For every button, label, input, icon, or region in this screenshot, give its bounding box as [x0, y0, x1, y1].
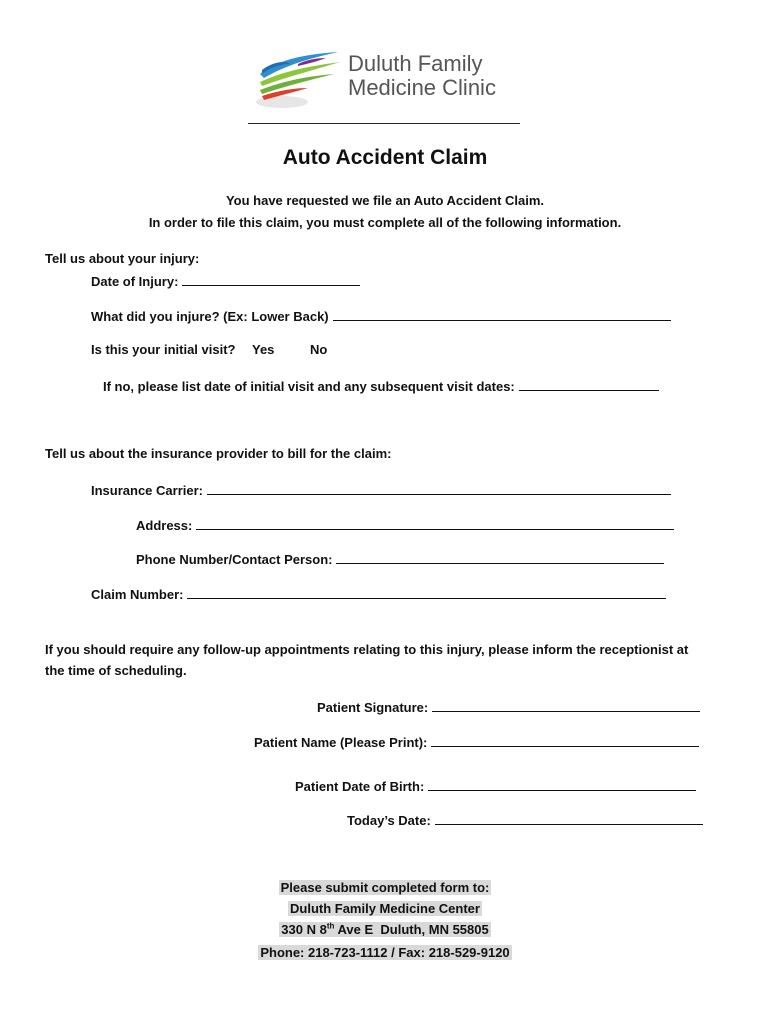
patient-dob-label: Patient Date of Birth:: [295, 779, 425, 794]
intro-line-2: In order to file this claim, you must complete all of the following information.: [148, 215, 622, 230]
claim-number-row: [91, 585, 666, 602]
date-of-injury-field[interactable]: [182, 272, 360, 286]
injury-heading: Tell us about your injury:: [45, 251, 200, 266]
todays-date-label: Today’s Date:: [347, 813, 431, 828]
phone-contact-field[interactable]: [336, 550, 664, 564]
injury-part-label: What did you injure? (Ex: Lower Back): [91, 309, 329, 324]
patient-signature-label: Patient Signature:: [317, 700, 429, 715]
address-row: [136, 516, 674, 533]
patient-name-label: Patient Name (Please Print):: [254, 735, 428, 750]
patient-signature-field[interactable]: [432, 698, 700, 712]
address-label: Address:: [136, 518, 193, 533]
followup-line-2: the time of scheduling.: [45, 663, 187, 678]
clinic-name-line2: Medicine Clinic: [348, 75, 496, 100]
initial-visit-no[interactable]: No: [310, 342, 328, 357]
date-of-injury-row: [91, 272, 360, 289]
injury-part-field[interactable]: [333, 307, 671, 321]
patient-name-field[interactable]: [431, 733, 699, 747]
visit-dates-row: [103, 377, 659, 394]
followup-line-1: If you should require any follow-up appointments relating to this injury, please inform the receptionist at: [45, 642, 689, 657]
patient-name-row: [254, 733, 699, 750]
patient-dob-field[interactable]: [428, 777, 696, 791]
clinic-name-line1: Duluth Family: [348, 51, 483, 76]
carrier-label: Insurance Carrier:: [91, 483, 203, 498]
logo-divider: [248, 123, 520, 124]
submit-line-1: Please submit completed form to:: [280, 880, 490, 895]
initial-visit-yes[interactable]: Yes: [252, 342, 275, 357]
clinic-logo: [250, 44, 520, 114]
injury-part-row: [91, 307, 671, 324]
visit-dates-label: If no, please list date of initial visit and any subsequent visit dates:: [103, 379, 515, 394]
patient-dob-row: [295, 777, 696, 794]
submit-phone-fax: Phone: 218-723-1112 / Fax: 218-529-9120: [260, 945, 510, 960]
intro-line-1: You have requested we file an Auto Accident Claim.: [225, 193, 545, 208]
todays-date-field[interactable]: [435, 811, 703, 825]
carrier-field[interactable]: [207, 481, 671, 495]
phone-contact-row: [136, 550, 664, 567]
todays-date-row: [347, 811, 703, 828]
claim-number-label: Claim Number:: [91, 587, 184, 602]
phone-contact-label: Phone Number/Contact Person:: [136, 552, 333, 567]
address-field[interactable]: [196, 516, 674, 530]
initial-visit-label: Is this your initial visit?: [91, 342, 236, 357]
insurance-heading: Tell us about the insurance provider to bill for the claim:: [45, 446, 392, 461]
claim-number-field[interactable]: [187, 585, 666, 599]
visit-dates-field[interactable]: [519, 377, 659, 391]
carrier-row: [91, 481, 671, 498]
form-title: Auto Accident Claim: [282, 146, 488, 169]
clinic-logo-mark: [250, 44, 345, 114]
patient-signature-row: [317, 698, 700, 715]
date-of-injury-label: Date of Injury:: [91, 274, 179, 289]
submit-address: 330 N 8th Ave E Duluth, MN 55805: [281, 922, 489, 938]
submit-line-2: Duluth Family Medicine Center: [290, 901, 480, 916]
